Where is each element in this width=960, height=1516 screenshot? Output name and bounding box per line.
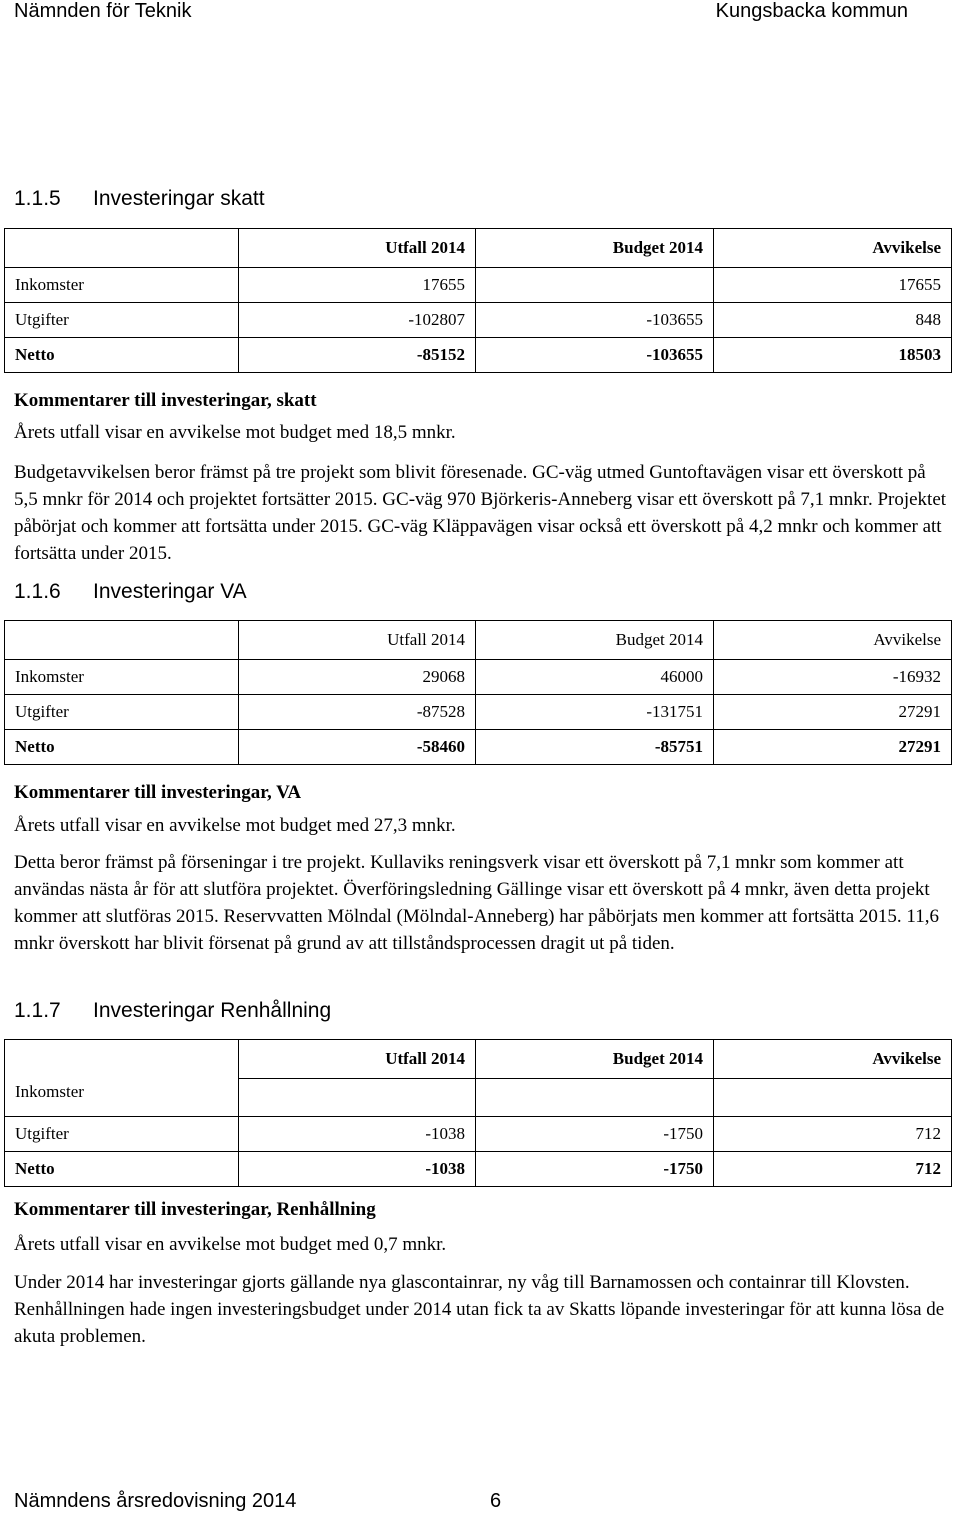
table-header-row xyxy=(5,229,952,268)
table-cell: -85152 xyxy=(239,338,476,373)
table-cell xyxy=(476,268,714,303)
table-row-netto xyxy=(5,1152,952,1187)
table-header-row xyxy=(5,1040,952,1079)
table-cell: -103655 xyxy=(476,338,714,373)
row-label: Utgifter xyxy=(5,695,239,730)
table-row xyxy=(5,268,952,303)
table-cell: -102807 xyxy=(239,303,476,338)
comment-body: Budgetavvikelsen beror främst på tre projekt som blivit föresenade. GC-väg utmed Guntoftavägen visar ett överskott på 5,5 mnkr för 2014 och projektet fortsätter 2015. GC-väg 970 Björkeris-Anneberg visar ett överskott på 7,1 mnkr. Projektet påbörjat och kommer att fortsätta under 2015. GC-väg Kläppavägen visar också ett överskott på 4,2 mnkr och kommer att fortsätta under 2015. xyxy=(14,462,947,564)
table-row xyxy=(5,695,952,730)
column-header: Budget 2014 xyxy=(476,621,714,660)
table-cell: 17655 xyxy=(239,268,476,303)
comment-lead: Årets utfall visar en avvikelse mot budget med 27,3 mnkr. xyxy=(14,815,456,836)
row-label: Utgifter xyxy=(5,303,239,338)
table-investeringar-va xyxy=(4,620,952,765)
column-header: Budget 2014 xyxy=(476,229,714,268)
column-header: Avvikelse xyxy=(714,1040,952,1079)
table-header-empty xyxy=(5,229,239,268)
row-label: Netto xyxy=(5,1152,239,1187)
table-header-empty xyxy=(5,621,239,660)
table-cell: -1038 xyxy=(239,1117,476,1152)
comment-lead: Årets utfall visar en avvikelse mot budget med 18,5 mnkr. xyxy=(14,422,456,443)
table-cell: 848 xyxy=(714,303,952,338)
table-cell xyxy=(714,1078,952,1117)
table-cell: 27291 xyxy=(714,730,952,765)
row-label: Inkomster xyxy=(5,268,239,303)
page-header-left: Nämnden för Teknik xyxy=(14,0,192,22)
section-heading-va xyxy=(14,580,247,604)
table-header-row xyxy=(5,621,952,660)
row-label: Utgifter xyxy=(5,1117,239,1152)
section-number: 1.1.5 xyxy=(14,187,61,210)
section-title: Investeringar Renhållning xyxy=(93,999,332,1022)
table-row xyxy=(5,660,952,695)
table-cell xyxy=(239,1078,476,1117)
comment-lead: Årets utfall visar en avvikelse mot budget med 0,7 mnkr. xyxy=(14,1234,447,1255)
table-cell: -16932 xyxy=(714,660,952,695)
section-heading-skatt xyxy=(14,187,265,211)
table-cell: -1750 xyxy=(476,1152,714,1187)
table-cell: -58460 xyxy=(239,730,476,765)
table-cell xyxy=(476,1078,714,1117)
row-label: Inkomster xyxy=(5,660,239,695)
comment-body: Detta beror främst på förseningar i tre projekt. Kullaviks reningsverk visar ett överskott på 7,1 mnkr som kommer att användas nästa år för att slutföra projektet. Överföringsledning Gällinge visar ett överskott på 4 mnkr, även detta projekt kommer att slutföras 2015. Reservvatten Mölndal (Mölndal-Anneberg) har påbörjats men kommer att fortsätta 2015. 11,6 mnkr överskott har blivit försenat på grund av att tillståndsprocessen dragit ut på tiden. xyxy=(14,852,939,954)
column-header: Utfall 2014 xyxy=(239,621,476,660)
column-header: Avvikelse xyxy=(714,621,952,660)
table-cell: 712 xyxy=(714,1117,952,1152)
table-cell: -87528 xyxy=(239,695,476,730)
column-header: Utfall 2014 xyxy=(239,229,476,268)
table-row xyxy=(5,303,952,338)
table-cell: 29068 xyxy=(239,660,476,695)
table-cell: 17655 xyxy=(714,268,952,303)
table-cell: 46000 xyxy=(476,660,714,695)
table-cell: 712 xyxy=(714,1152,952,1187)
page-header-right: Kungsbacka kommun xyxy=(715,0,908,22)
table-row xyxy=(5,1117,952,1152)
section-number: 1.1.6 xyxy=(14,580,61,603)
row-label: Netto xyxy=(5,338,239,373)
table-header-empty xyxy=(5,1040,239,1079)
section-title: Investeringar skatt xyxy=(93,187,265,210)
section-number: 1.1.7 xyxy=(14,999,61,1022)
table-cell: 18503 xyxy=(714,338,952,373)
table-cell: -85751 xyxy=(476,730,714,765)
column-header: Avvikelse xyxy=(714,229,952,268)
table-investeringar-skatt xyxy=(4,228,952,373)
comment-heading: Kommentarer till investeringar, skatt xyxy=(14,390,317,411)
column-header: Utfall 2014 xyxy=(239,1040,476,1079)
table-row xyxy=(5,1078,952,1117)
table-cell: -1750 xyxy=(476,1117,714,1152)
section-title: Investeringar VA xyxy=(93,580,247,603)
page-footer-title: Nämndens årsredovisning 2014 xyxy=(14,1490,297,1512)
table-row-netto xyxy=(5,730,952,765)
row-label: Netto xyxy=(5,730,239,765)
comment-heading: Kommentarer till investeringar, VA xyxy=(14,782,302,803)
table-cell: -131751 xyxy=(476,695,714,730)
row-label: Inkomster xyxy=(5,1078,239,1117)
column-header: Budget 2014 xyxy=(476,1040,714,1079)
comment-heading: Kommentarer till investeringar, Renhållning xyxy=(14,1199,376,1220)
table-cell: -1038 xyxy=(239,1152,476,1187)
page-number: 6 xyxy=(490,1490,502,1512)
table-row-netto xyxy=(5,338,952,373)
table-cell: -103655 xyxy=(476,303,714,338)
table-cell: 27291 xyxy=(714,695,952,730)
section-heading-renhallning xyxy=(14,999,331,1023)
table-investeringar-renhallning xyxy=(4,1039,952,1187)
comment-body: Under 2014 har investeringar gjorts gällande nya glascontainrar, ny våg till Barnamossen och containrar till Klovsten. Renhållningen hade ingen investeringsbudget under 2014 utan fick ta av Skatts löpande investeringar för att kunna lösa de akuta problemen. xyxy=(14,1272,945,1347)
